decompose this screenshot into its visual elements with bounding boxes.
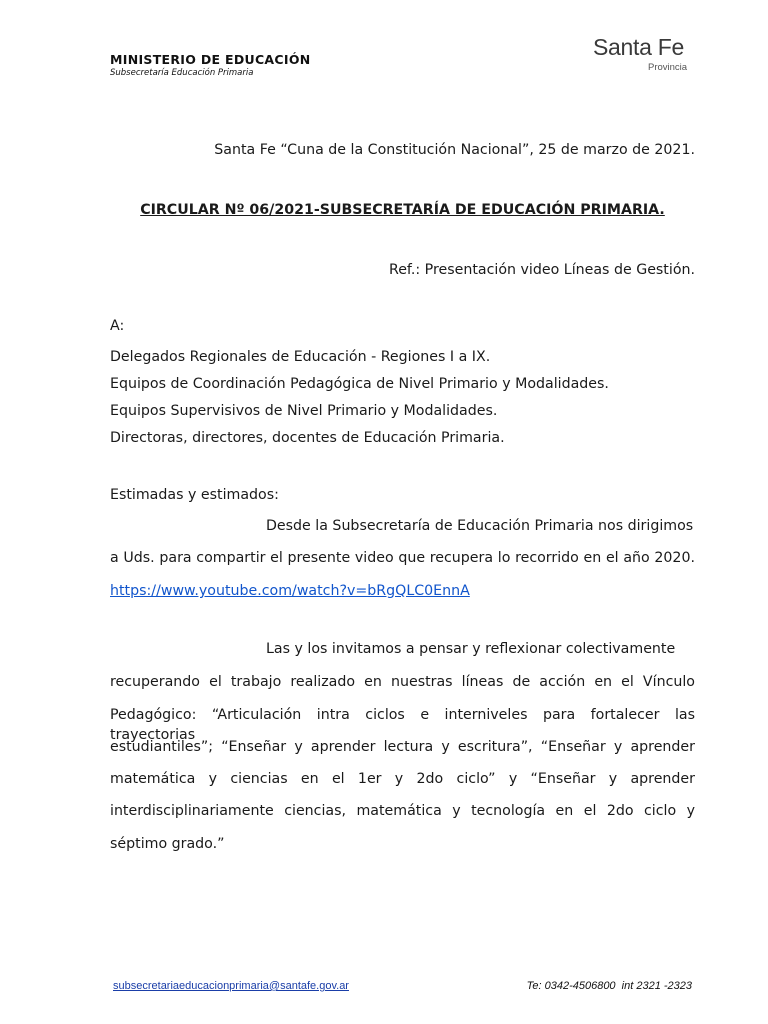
paragraph-2-line: estudiantiles”; “Enseñar y aprender lectura y escritura”, “Enseñar y aprender bbox=[110, 739, 695, 755]
santa-fe-logo-subtitle: Provincia bbox=[648, 62, 688, 73]
greeting: Estimadas y estimados: bbox=[110, 487, 279, 503]
footer-telephone: Te: 0342-4506800 int 2321 -2323 bbox=[526, 980, 692, 992]
recipient-item: Equipos Supervisivos de Nivel Primario y Modalidades. bbox=[110, 403, 498, 419]
santa-fe-logo: Santa Fe bbox=[593, 34, 684, 60]
ministry-name: MINISTERIO DE EDUCACIÓN bbox=[110, 52, 311, 67]
youtube-video-link[interactable]: https://www.youtube.com/watch?v=bRgQLC0EnnA bbox=[110, 583, 470, 599]
recipient-item: Equipos de Coordinación Pedagógica de Nivel Primario y Modalidades. bbox=[110, 376, 609, 392]
circular-title bbox=[110, 202, 695, 218]
paragraph-1-line: a Uds. para compartir el presente video que recupera lo recorrido en el año 2020. bbox=[110, 550, 695, 566]
paragraph-1-line: Desde la Subsecretaría de Educación Primaria nos dirigimos bbox=[266, 518, 694, 534]
paragraph-2-line: Las y los invitamos a pensar y reflexionar colectivamente bbox=[266, 641, 676, 657]
date-line: Santa Fe “Cuna de la Constitución Nacional”, 25 de marzo de 2021. bbox=[214, 142, 695, 158]
circular-title-text: CIRCULAR Nº 06/2021-SUBSECRETARÍA DE EDUCACIÓN PRIMARIA. bbox=[140, 202, 665, 218]
paragraph-2-line: recuperando el trabajo realizado en nuestras líneas de acción en el Vínculo bbox=[110, 674, 695, 690]
subsecretaria-name: Subsecretaría Educación Primaria bbox=[110, 68, 254, 78]
recipient-item: Delegados Regionales de Educación - Regiones I a IX. bbox=[110, 349, 491, 365]
recipient-item: Directoras, directores, docentes de Educación Primaria. bbox=[110, 430, 505, 446]
paragraph-2-line: matemática y ciencias en el 1er y 2do ciclo” y “Enseñar y aprender bbox=[110, 771, 695, 787]
footer-email-link[interactable]: subsecretariaeducacionprimaria@santafe.gov.ar bbox=[113, 980, 349, 992]
paragraph-2-line: Pedagógico: “Articulación intra ciclos e interniveles para fortalecer las trayectorias bbox=[110, 707, 695, 743]
paragraph-2-line: séptimo grado.” bbox=[110, 836, 225, 852]
reference-line: Ref.: Presentación video Líneas de Gestión. bbox=[388, 262, 695, 278]
paragraph-2-line: interdisciplinariamente ciencias, matemática y tecnología en el 2do ciclo y bbox=[110, 803, 695, 819]
to-label: A: bbox=[110, 318, 125, 334]
